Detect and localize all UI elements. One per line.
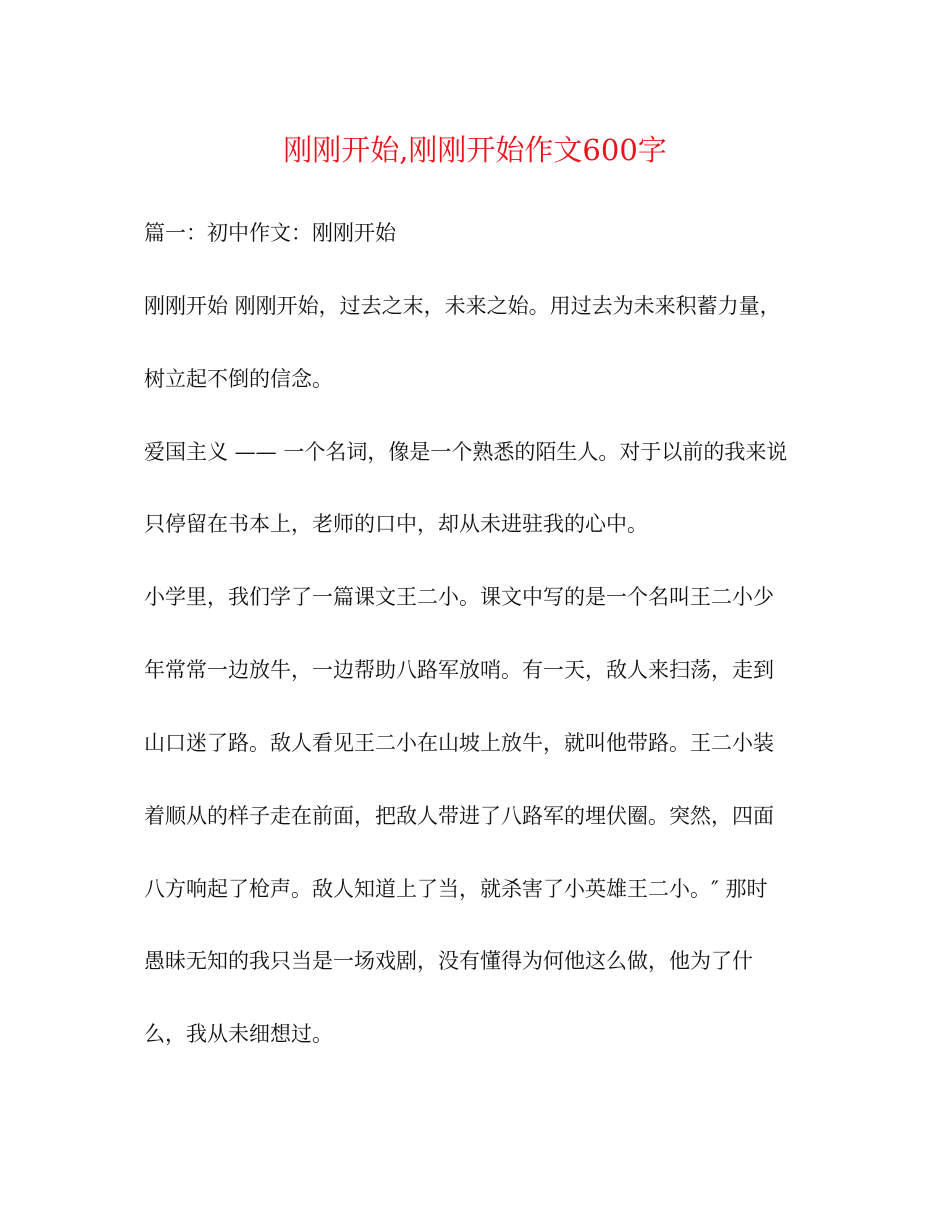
paragraph-line: 年常常一边放牛，一边帮助八路军放哨。有一天，敌人来扫荡，走到 bbox=[144, 658, 774, 682]
paragraph-line: 八方响起了枪声。敌人知道上了当，就杀害了小英雄王二小。″ 那时 bbox=[144, 877, 768, 901]
paragraph-line: 小学里，我们学了一篇课文王二小。课文中写的是一个名叫王二小少 bbox=[144, 585, 774, 609]
paragraph-line: 愚昧无知的我只当是一场戏剧，没有懂得为何他这么做，他为了什 bbox=[144, 949, 753, 973]
paragraph-line: 着顺从的样子走在前面，把敌人带进了八路军的埋伏圈。突然，四面 bbox=[144, 804, 774, 828]
paragraph-line: 爱国主义 —— 一个名词，像是一个熟悉的陌生人。对于以前的我来说 bbox=[144, 440, 788, 464]
paragraph-line: 刚刚开始 刚刚开始，过去之末，未来之始。用过去为未来积蓄力量， bbox=[144, 294, 781, 318]
paragraph-line: 只停留在书本上，老师的口中，却从未进驻我的心中。 bbox=[144, 512, 648, 536]
paragraph-line: 树立起不倒的信念。 bbox=[144, 367, 333, 391]
paragraph-line: 山口迷了路。敌人看见王二小在山坡上放牛，就叫他带路。王二小装 bbox=[144, 731, 774, 755]
section-heading: 篇一：初中作文：刚刚开始 bbox=[144, 221, 396, 245]
paragraph-line: 么，我从未细想过。 bbox=[144, 1022, 333, 1046]
document-title: 刚刚开始,刚刚开始作文600字 bbox=[283, 133, 667, 167]
